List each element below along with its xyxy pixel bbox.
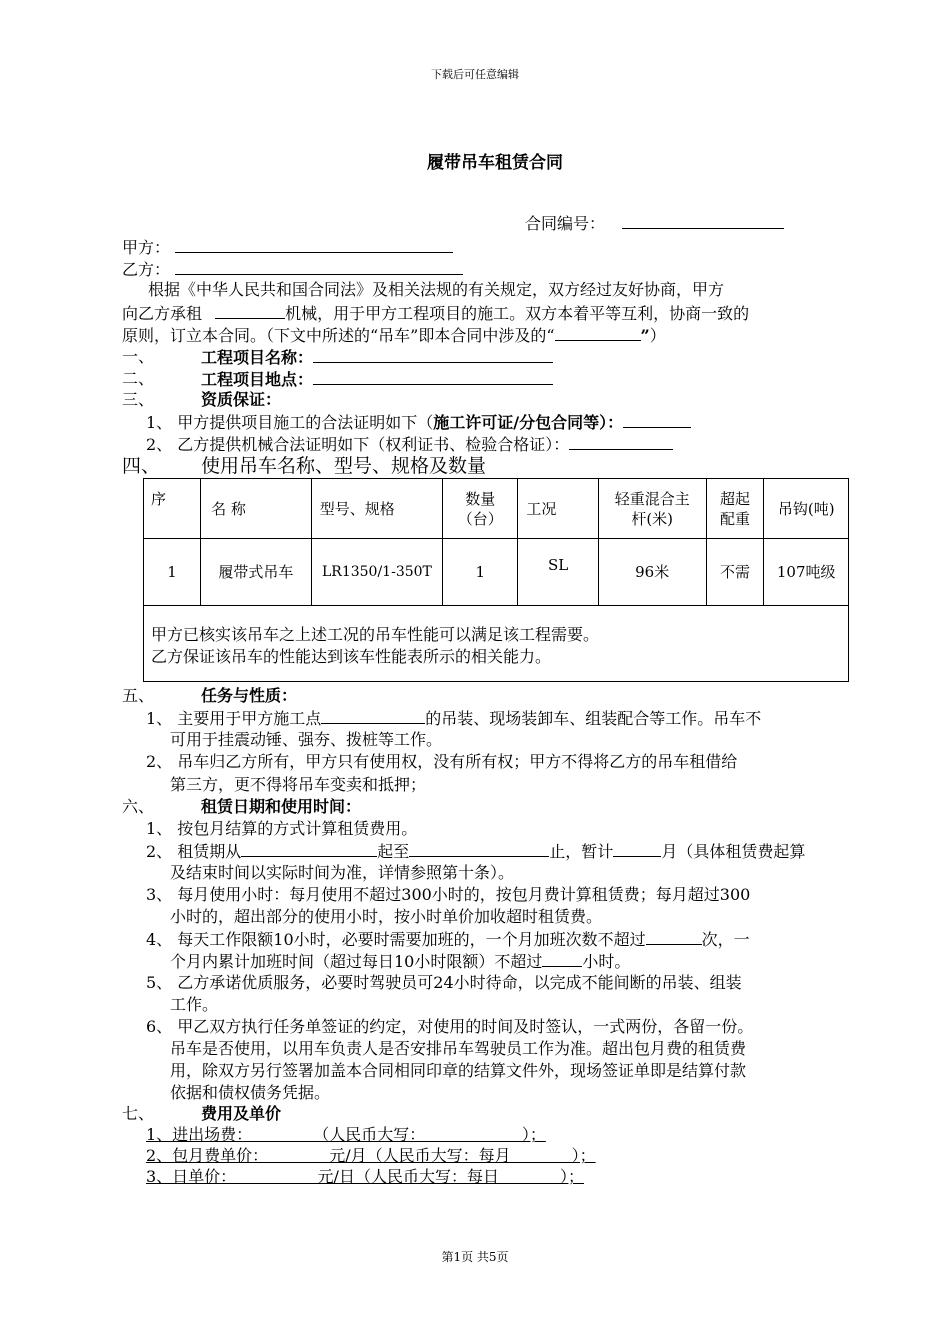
table-note-line-2: 乙方保证该吊车的性能达到该车性能表所示的相关能力。 — [151, 647, 552, 666]
qualification-heading: 资质保证： — [201, 390, 282, 409]
lease-2-from: 2、 租赁期从 — [146, 842, 242, 861]
header-counterweight: 超起 配重 — [706, 479, 764, 539]
task-heading: 任务与性质： — [201, 686, 298, 705]
crane-definition-blank — [555, 324, 641, 341]
party-b-blank — [175, 258, 463, 275]
qualification-item-2 — [146, 433, 673, 455]
lease-5-continued: 工作。 — [170, 995, 219, 1014]
cell-seq: 1 — [144, 539, 201, 606]
lease-3-continued: 小时的，超出部分的使用小时，按小时单价加收超时租赁费。 — [170, 907, 603, 926]
page-footer: 第1页 共5页 — [441, 1250, 509, 1264]
document-title: 履带吊车租赁合同 — [427, 153, 563, 173]
task-1-continued: 可用于挂震动锤、强夯、拨桩等工作。 — [170, 730, 443, 749]
project-name-blank — [313, 346, 553, 363]
header-name: 名 称 — [201, 479, 312, 539]
header-hook: 吊钩(吨) — [764, 479, 849, 539]
qualification-1-docs: 施工许可证/分包合同等）： — [433, 413, 624, 432]
lease-period-heading: 租赁日期和使用时间： — [201, 797, 362, 816]
qualification-item-1 — [146, 411, 691, 433]
section-4-num: 四、 — [122, 455, 161, 477]
lease-4-hours: 小时。 — [582, 952, 631, 971]
fee-monthly: 2、包月费单价： 元/月（人民币大写：每月 ）； — [146, 1146, 596, 1165]
project-name-label: 工程项目名称： — [201, 348, 314, 367]
project-name-line — [201, 346, 553, 368]
section-5-num: 五、 — [122, 686, 155, 705]
lease-4-continued — [170, 950, 630, 972]
cell-counterweight: 不需 — [706, 539, 764, 606]
page-header: 下载后可任意编辑 — [431, 68, 519, 81]
lease-item-6: 6、 甲乙双方执行任务单签证的约定，对使用的时间及时签认，一式两份，各留一份。 — [146, 1017, 754, 1036]
task-item-1 — [146, 707, 761, 729]
table-note — [151, 624, 599, 668]
intro-rent-text: 向乙方承租 — [122, 304, 203, 323]
intro-line-1: 根据《中华人民共和国合同法》及相关法规的有关规定，双方经过友好协商，甲方 — [148, 280, 725, 299]
lease-item-3: 3、 每月使用小时：每月使用不超过300小时的，按包月费计算租赁费；每月超过300 — [146, 885, 751, 904]
intro-line-3 — [122, 324, 666, 346]
closing-paren: ） — [649, 326, 666, 345]
lease-item-5: 5、 乙方承诺优质服务，必要时驾驶员可24小时待命，以完成不能间断的吊装、组装 — [146, 973, 742, 992]
task-item-2: 2、 吊车归乙方所有，甲方只有使用权，没有所有权；甲方不得将乙方的吊车租借给 — [146, 752, 738, 771]
lease-start-blank — [241, 840, 377, 857]
contract-number-label: 合同编号： — [525, 214, 606, 233]
intro-machine-text: 机械，用于甲方工程项目的施工。双方本着平等互利，协商一致的 — [285, 304, 750, 323]
lease-months-blank — [613, 840, 661, 857]
table-row — [144, 539, 849, 606]
lease-6-line-3: 用，除双方另行签署加盖本合同相同印章的结算文件外，现场签证单即是结算付款 — [170, 1061, 747, 1080]
header-condition: 工况 — [518, 479, 598, 539]
party-b-line — [122, 258, 463, 280]
party-a-line — [122, 236, 453, 258]
section-1-num: 一、 — [122, 347, 155, 366]
table-header-row — [144, 479, 849, 539]
crane-spec-heading: 使用吊车名称、型号、规格及数量 — [201, 455, 487, 477]
lease-2-note: 月（具体租赁费起算 — [661, 842, 806, 861]
party-a-label: 甲方： — [122, 238, 171, 257]
section-6-num: 六、 — [122, 797, 155, 816]
task-1-scope: 的吊装、现场装卸车、组装配合等工作。吊车不 — [425, 709, 762, 728]
lease-4-times: 次，一 — [701, 930, 750, 949]
header-seq: 序 — [144, 479, 201, 539]
fee-daily: 3、日单价： 元/日（人民币大写：每日 ）； — [146, 1167, 584, 1186]
party-a-blank — [175, 236, 453, 253]
fee-entry-exit: 1、进出场费： （人民币大写： ）； — [146, 1125, 546, 1144]
task-1-text: 1、 主要用于甲方施工点 — [146, 709, 322, 728]
lease-2-continued: 及结束时间以实际时间为准，详情参照第十条）。 — [170, 863, 515, 882]
cell-name: 履带式吊车 — [201, 539, 312, 606]
lease-6-line-4: 依据和债权债务凭据。 — [170, 1083, 331, 1102]
contract-number-blank — [622, 212, 784, 229]
party-b-label: 乙方： — [122, 260, 171, 279]
lease-end-blank — [409, 840, 549, 857]
task-2-continued: 第三方，更不得将吊车变卖和抵押； — [170, 775, 427, 794]
cell-quantity: 1 — [443, 539, 518, 606]
contract-number-line — [525, 212, 784, 234]
machine-blank — [215, 302, 285, 319]
closing-quote: ” — [640, 326, 650, 345]
project-location-blank — [313, 368, 553, 385]
lease-6-line-2: 吊车是否使用，以用车负责人是否安排吊车驾驶员工作为准。超出包月费的租赁费 — [170, 1039, 747, 1058]
project-location-label: 工程项目地点： — [201, 370, 314, 389]
section-3-num: 三、 — [122, 390, 155, 409]
header-quantity: 数量 （台） — [443, 479, 518, 539]
header-model: 型号、规格 — [311, 479, 442, 539]
cell-condition: SL — [518, 539, 598, 606]
fees-heading: 费用及单价 — [201, 1104, 282, 1123]
table-note-line-1: 甲方已核实该吊车之上述工况的吊车性能可以满足该工程需要。 — [151, 625, 600, 644]
qualification-2-text: 2、 乙方提供机械合法证明如下（权利证书、检验合格证）： — [146, 435, 570, 454]
qualification-2-blank — [569, 433, 673, 450]
project-location-line — [201, 368, 553, 390]
cell-hook: 107吨级 — [764, 539, 849, 606]
section-7-num: 七、 — [122, 1104, 155, 1123]
header-boom: 轻重混合主 杆(米) — [598, 479, 706, 539]
lease-item-2 — [146, 840, 805, 862]
lease-2-total: 止，暂计 — [549, 842, 614, 861]
cell-model: LR1350/1-350T — [311, 539, 442, 606]
overtime-count-blank — [646, 928, 702, 945]
lease-2-to: 起至 — [377, 842, 410, 861]
overtime-hours-blank — [542, 950, 582, 967]
cell-boom: 96米 — [598, 539, 706, 606]
task-site-blank — [321, 707, 425, 724]
lease-4-limit: 个月内累计加班时间（超过每日10小时限额）不超过 — [170, 952, 543, 971]
qualification-1-text: 1、 甲方提供项目施工的合法证明如下（ — [146, 413, 434, 432]
intro-principle-text: 原则，订立本合同。（下文中所述的“吊车”即本合同中涉及的“ — [122, 326, 555, 345]
lease-item-1: 1、 按包月结算的方式计算租赁费用。 — [146, 819, 418, 838]
section-2-num: 二、 — [122, 369, 155, 388]
qualification-1-blank — [623, 411, 691, 428]
lease-item-4 — [146, 928, 750, 950]
intro-line-2 — [122, 302, 749, 324]
lease-4-text: 4、 每天工作限额10小时，必要时需要加班的，一个月加班次数不超过 — [146, 930, 646, 949]
